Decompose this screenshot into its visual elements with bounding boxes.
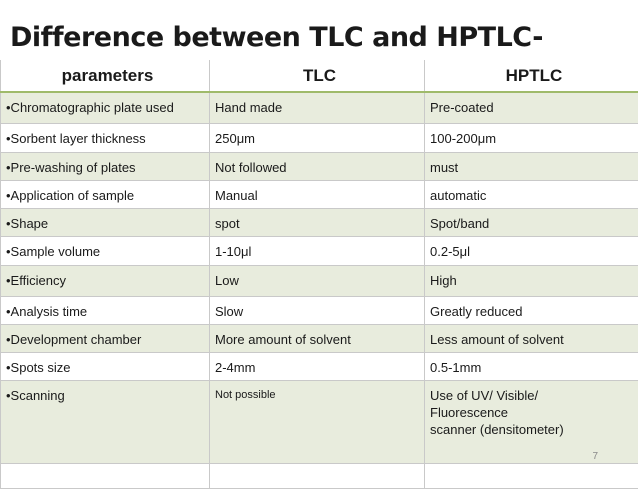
tlc-cell: Not possible (210, 381, 425, 464)
hptlc-cell (425, 464, 638, 489)
parameter-cell: •Sorbent layer thickness (1, 124, 210, 153)
tlc-cell: Hand made (210, 92, 425, 124)
table-header-row (1, 60, 638, 92)
hptlc-cell: High (425, 266, 638, 297)
table-row (1, 297, 638, 325)
hptlc-cell: must (425, 153, 638, 181)
parameter-cell: •Analysis time (1, 297, 210, 325)
header-hptlc: HPTLC (425, 60, 638, 92)
hptlc-cell: 0.5-1mm (425, 353, 638, 381)
table-row (1, 153, 638, 181)
table-row (1, 325, 638, 353)
tlc-cell: 250μm (210, 124, 425, 153)
hptlc-cell: automatic (425, 181, 638, 209)
table-row (1, 237, 638, 266)
parameter-cell: •Sample volume (1, 237, 210, 266)
tlc-cell: Low (210, 266, 425, 297)
hptlc-cell: 100-200μm (425, 124, 638, 153)
tlc-cell: Manual (210, 181, 425, 209)
table-row (1, 92, 638, 124)
table-row (1, 381, 638, 464)
hptlc-cell: Greatly reduced (425, 297, 638, 325)
parameter-cell (1, 464, 210, 489)
parameter-cell: •Application of sample (1, 181, 210, 209)
tlc-cell: More amount of solvent (210, 325, 425, 353)
parameter-cell: •Pre-washing of plates (1, 153, 210, 181)
table-row (1, 266, 638, 297)
parameter-cell: •Development chamber (1, 325, 210, 353)
slide-title: Difference between TLC and HPTLC- (10, 22, 543, 53)
hptlc-cell: 0.2-5μl (425, 237, 638, 266)
parameter-cell: •Scanning (1, 381, 210, 464)
tlc-cell: Not followed (210, 153, 425, 181)
hptlc-cell-line: Fluorescence (430, 404, 638, 421)
comparison-table (0, 60, 638, 489)
table-row (1, 124, 638, 153)
table-row (1, 209, 638, 237)
parameter-cell: •Shape (1, 209, 210, 237)
table-row (1, 464, 638, 489)
hptlc-cell: Spot/band (425, 209, 638, 237)
tlc-cell: 1-10μl (210, 237, 425, 266)
header-parameters: parameters (1, 60, 210, 92)
parameter-cell: •Spots size (1, 353, 210, 381)
hptlc-cell: Less amount of solvent (425, 325, 638, 353)
table-row (1, 181, 638, 209)
hptlc-cell: Pre-coated (425, 92, 638, 124)
table-row (1, 353, 638, 381)
parameter-cell: •Chromatographic plate used (1, 92, 210, 124)
tlc-cell: spot (210, 209, 425, 237)
tlc-cell (210, 464, 425, 489)
hptlc-cell (425, 381, 638, 464)
hptlc-cell-line: Use of UV/ Visible/ (430, 387, 638, 404)
page-number: 7 (592, 451, 598, 462)
tlc-cell: Slow (210, 297, 425, 325)
hptlc-cell-line: scanner (densitometer) (430, 421, 638, 438)
header-tlc: TLC (210, 60, 425, 92)
parameter-cell: •Efficiency (1, 266, 210, 297)
tlc-cell: 2-4mm (210, 353, 425, 381)
